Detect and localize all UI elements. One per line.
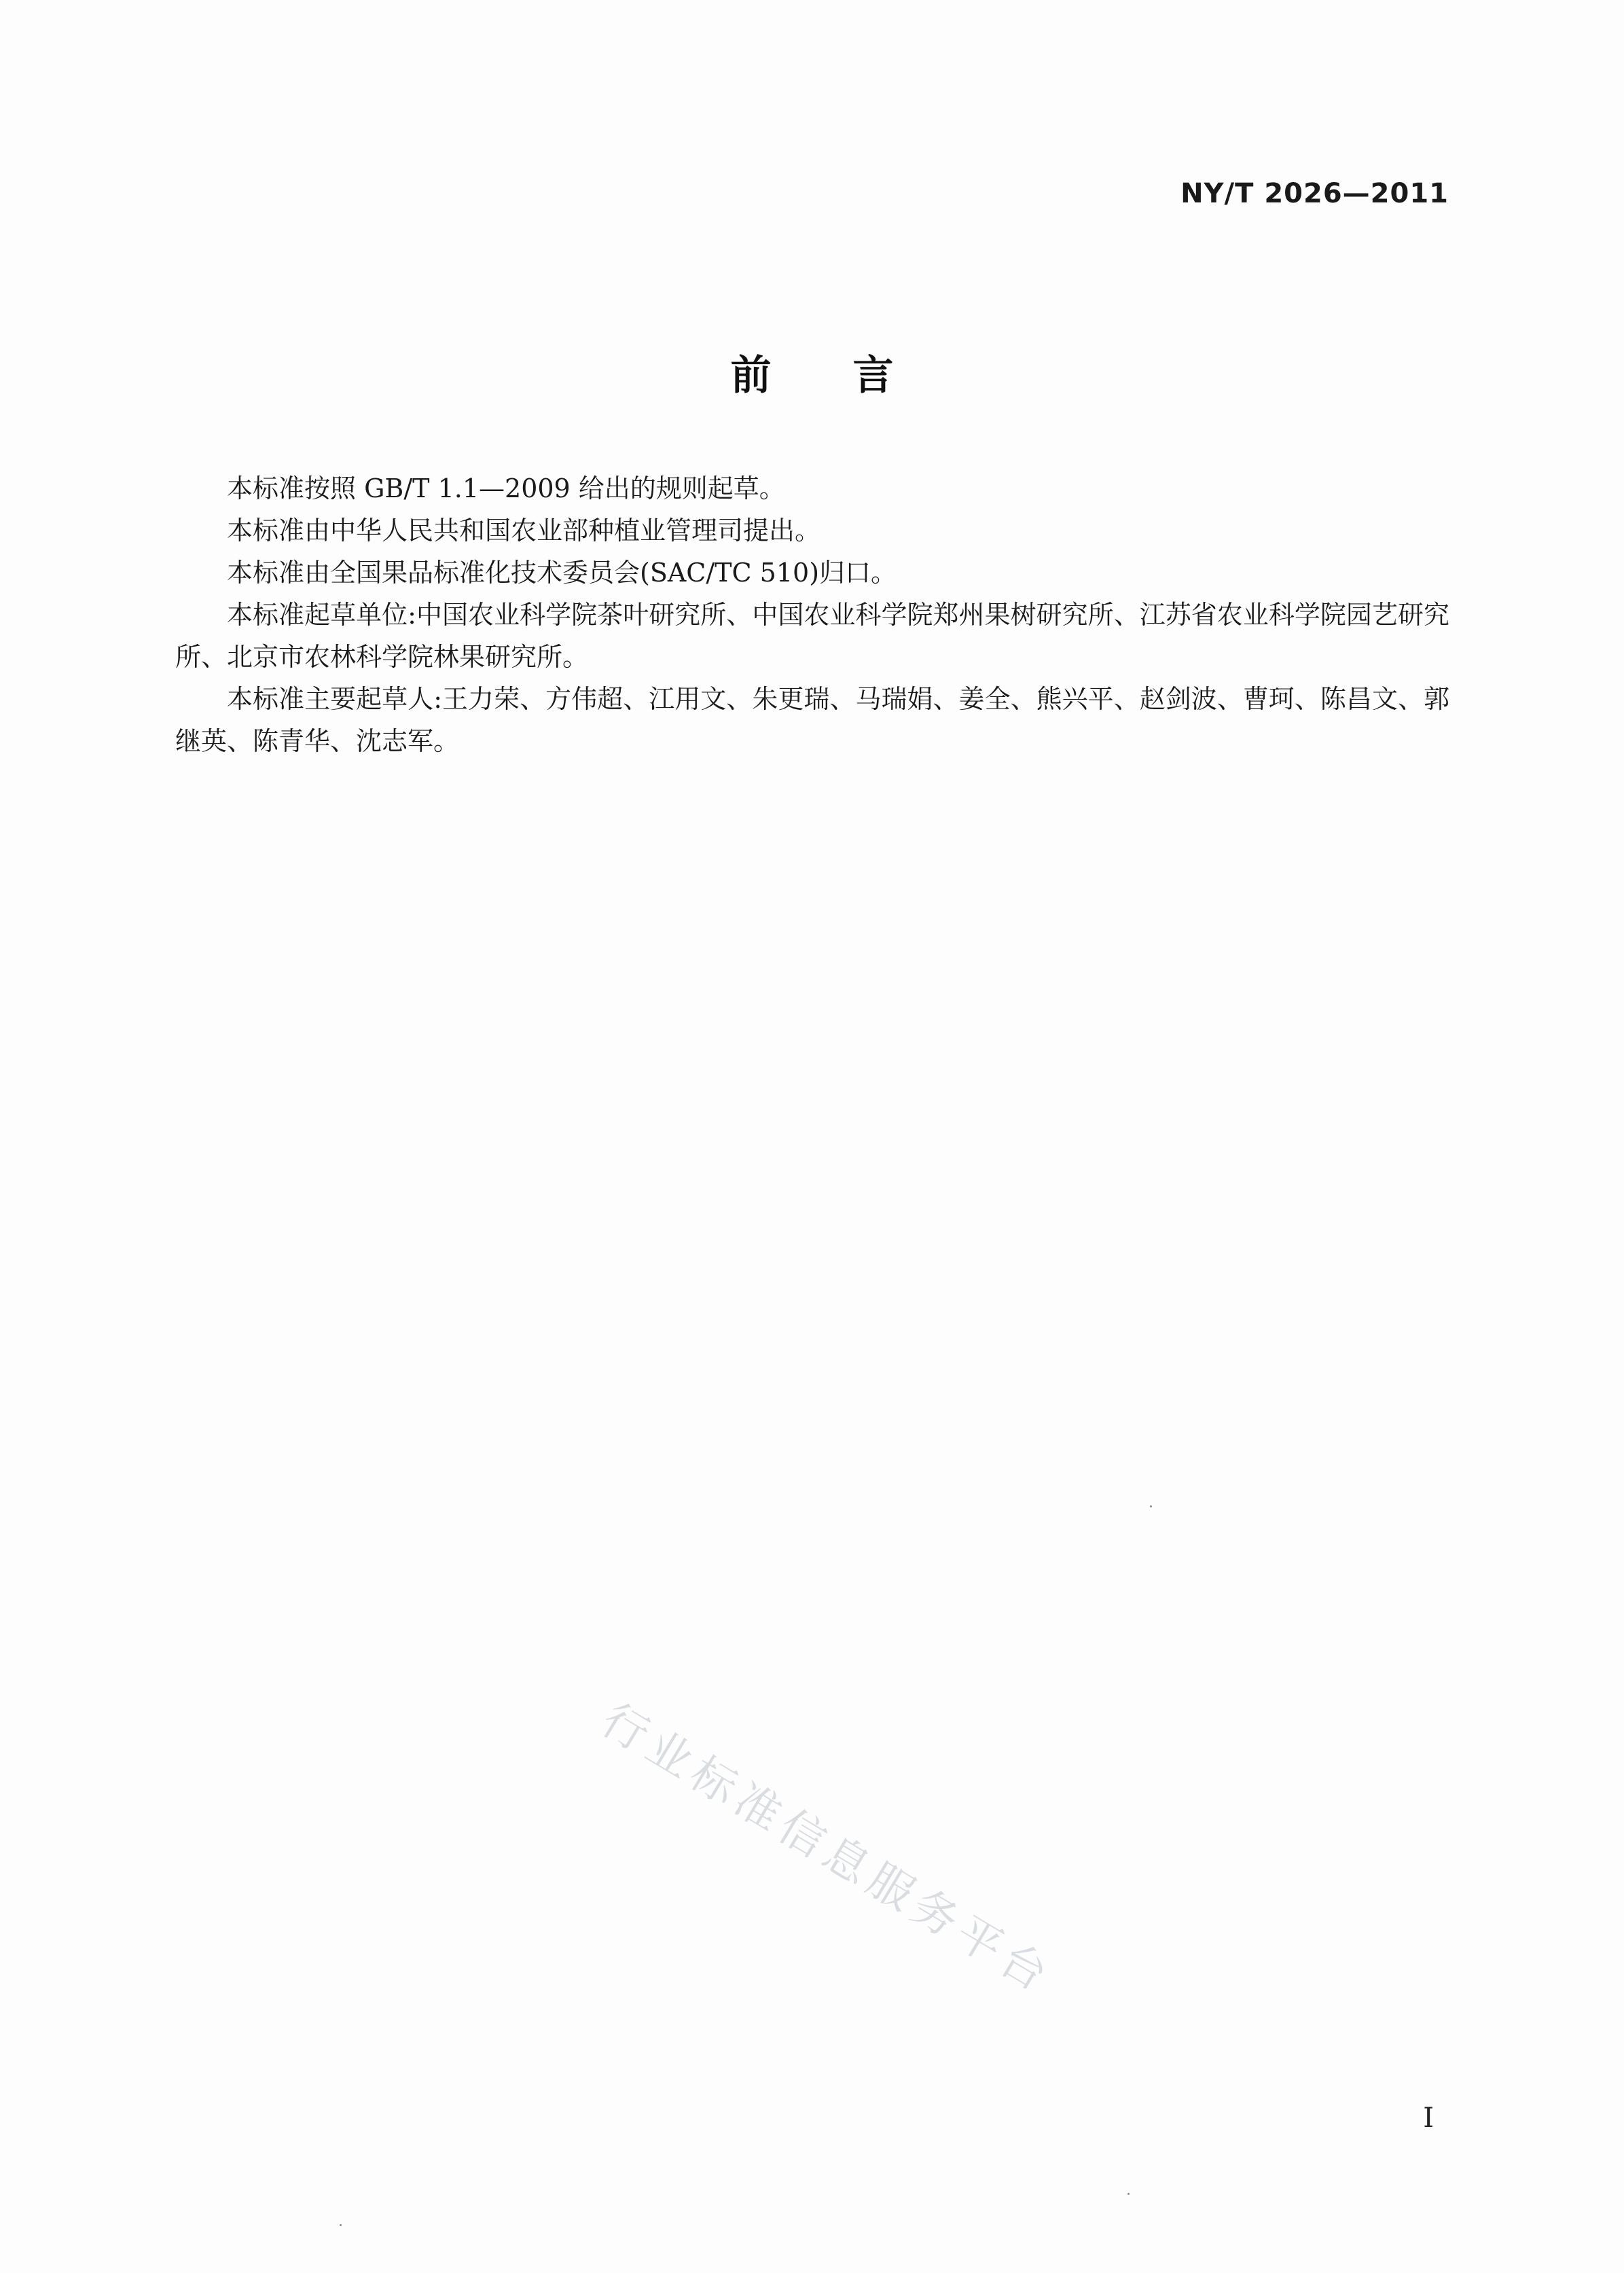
paragraph-committee: 本标准由全国果品标准化技术委员会(SAC/TC 510)归口。 xyxy=(227,558,897,588)
paragraph-drafting-rules: 本标准按照 GB/T 1.1—2009 给出的规则起草。 xyxy=(227,473,785,503)
scan-speck xyxy=(340,2224,342,2226)
paragraph-drafters: 本标准主要起草人:王力荣、方伟超、江用文、朱更瑞、马瑞娟、姜全、熊兴平、赵剑波、曹珂、陈昌文、郭继英、陈青华、沈志军。 xyxy=(175,684,1449,756)
page-number: I xyxy=(1423,2102,1434,2134)
paragraph-drafting-units: 本标准起草单位:中国农业科学院茶叶研究所、中国农业科学院郑州果树研究所、江苏省农业科学院园艺研究所、北京市农林科学院林果研究所。 xyxy=(175,600,1449,672)
scan-speck xyxy=(1127,2193,1130,2195)
watermark: 行业标准信息服务平台 xyxy=(592,1693,1062,2005)
scan-speck xyxy=(1150,1505,1152,1507)
foreword-body xyxy=(175,467,1449,762)
paragraph-proposer: 本标准由中华人民共和国农业部种植业管理司提出。 xyxy=(227,516,821,545)
standard-code: NY/T 2026—2011 xyxy=(1180,178,1449,209)
page-title: 前言 xyxy=(730,352,975,399)
